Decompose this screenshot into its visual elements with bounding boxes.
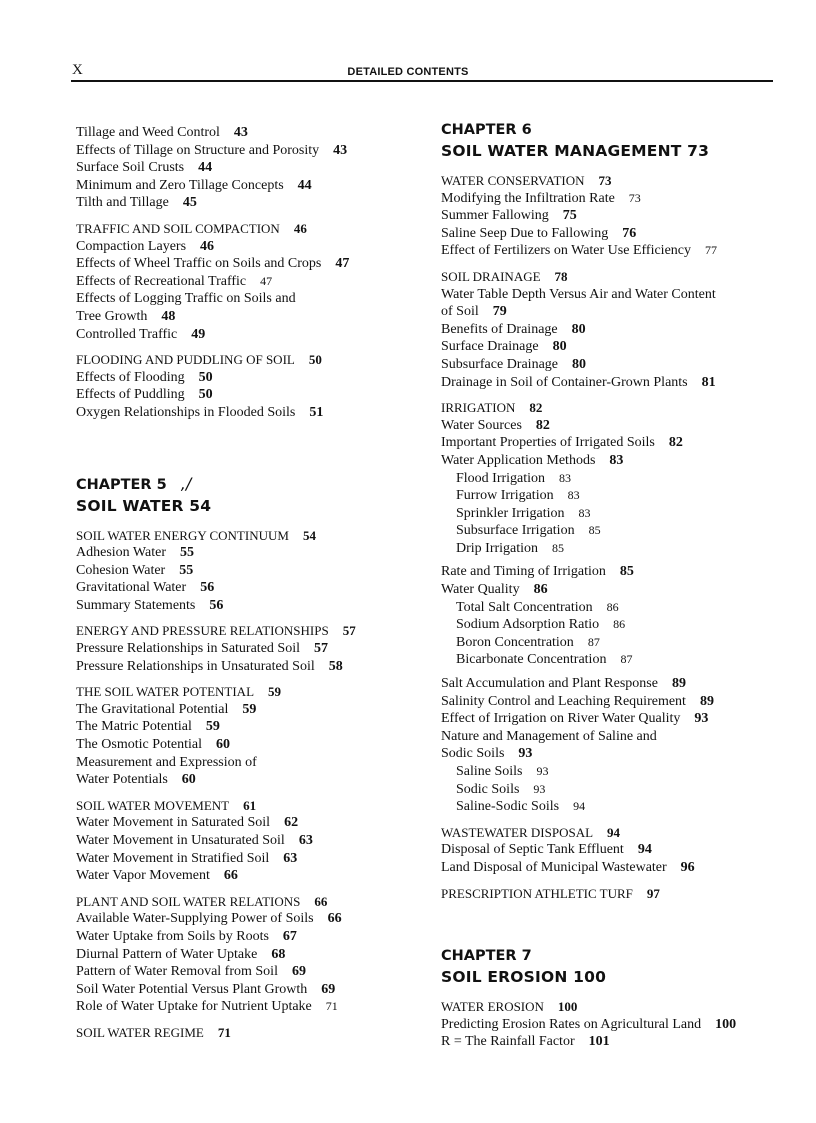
toc-entry-title: Effects of Flooding bbox=[76, 369, 185, 385]
toc-entry-title: Important Properties of Irrigated Soils bbox=[441, 435, 655, 451]
toc-entry-title: Furrow Irrigation bbox=[456, 488, 554, 504]
toc-entry bbox=[441, 651, 781, 669]
toc-entry-title: SOIL WATER MOVEMENT bbox=[76, 797, 230, 813]
toc-entry bbox=[76, 981, 406, 999]
toc-entry-title: Controlled Traffic bbox=[76, 326, 178, 342]
toc-entry-title: of Soil bbox=[441, 304, 479, 320]
chapter-number: CHAPTER 6 bbox=[441, 122, 532, 138]
toc-entry bbox=[76, 404, 406, 422]
toc-entry-title: Effects of Logging Traffic on Soils and bbox=[76, 291, 296, 307]
toc-entry-title: Measurement and Expression of bbox=[76, 754, 257, 770]
toc-page-number: 50 bbox=[198, 387, 213, 403]
toc-page-number: 86 bbox=[533, 582, 548, 598]
page-number: X bbox=[72, 62, 83, 78]
toc-entry bbox=[441, 470, 781, 488]
toc-page-number: 50 bbox=[198, 369, 213, 385]
toc-page-number: 86 bbox=[613, 617, 626, 632]
toc-page-number: 79 bbox=[492, 304, 507, 320]
toc-entry bbox=[76, 867, 406, 885]
toc-entry-title: Water Quality bbox=[441, 582, 520, 598]
toc-entry-title: SOIL WATER REGIME bbox=[76, 1024, 204, 1040]
toc-entry bbox=[76, 124, 406, 142]
toc-page-number: 59 bbox=[205, 719, 220, 735]
chapter-title: SOIL WATER MANAGEMENT 73 bbox=[441, 142, 710, 160]
toc-entry-title: Water Application Methods bbox=[441, 452, 596, 468]
toc-entry bbox=[441, 599, 781, 617]
toc-entry bbox=[441, 417, 781, 435]
toc-page-number: 82 bbox=[529, 400, 543, 416]
chapter-number: CHAPTER 7 bbox=[441, 948, 532, 965]
toc-entry bbox=[441, 859, 781, 877]
chapter-7-heading bbox=[441, 946, 781, 988]
toc-entry-title: Minimum and Zero Tillage Concepts bbox=[76, 177, 284, 193]
toc-page-number: 85 bbox=[588, 523, 601, 538]
toc-entry bbox=[441, 710, 781, 728]
toc-entry-title: Summary Statements bbox=[76, 597, 196, 613]
toc-entry-title: Role of Water Uptake for Nutrient Uptake bbox=[76, 999, 312, 1015]
toc-entry-title: Effects of Puddling bbox=[76, 387, 185, 403]
toc-page-number: 83 bbox=[578, 505, 591, 520]
toc-page-number: 73 bbox=[628, 190, 641, 205]
toc-entry-title: Water Movement in Saturated Soil bbox=[76, 815, 271, 831]
toc-page-number: 87 bbox=[587, 634, 600, 649]
toc-entry-title: Saline Seep Due to Fallowing bbox=[441, 225, 609, 241]
toc-entry-title: THE SOIL WATER POTENTIAL bbox=[76, 684, 255, 700]
toc-page-number: 75 bbox=[562, 208, 577, 224]
toc-entry-title: Saline Soils bbox=[456, 764, 523, 779]
toc-page-number: 56 bbox=[200, 580, 215, 596]
toc-entry-title: Water Movement in Stratified Soil bbox=[76, 850, 270, 866]
toc-entry-title: Bicarbonate Concentration bbox=[456, 652, 607, 668]
toc-entry-title: Drip Irrigation bbox=[456, 540, 539, 556]
header-rule bbox=[71, 80, 773, 82]
toc-entry-title: Water Uptake from Soils by Roots bbox=[76, 928, 269, 944]
toc-entry-title: Rate and Timing of Irrigation bbox=[441, 564, 606, 580]
toc-entry bbox=[441, 728, 781, 746]
toc-section-heading bbox=[76, 527, 406, 545]
toc-entry bbox=[441, 1033, 781, 1051]
toc-entry-title: The Matric Potential bbox=[76, 719, 192, 735]
toc-page-number: 63 bbox=[283, 850, 298, 866]
toc-page-number: 81 bbox=[701, 374, 716, 390]
toc-entry-title: Boron Concentration bbox=[456, 634, 574, 650]
toc-entry-title: IRRIGATION bbox=[441, 400, 516, 416]
toc-entry-title: Sodic Soils bbox=[456, 781, 520, 797]
toc-entry bbox=[441, 563, 781, 581]
toc-entry-title: Drainage in Soil of Container-Grown Plants bbox=[441, 374, 688, 390]
toc-entry bbox=[76, 963, 406, 981]
toc-entry bbox=[441, 452, 781, 470]
toc-entry bbox=[76, 718, 406, 736]
toc-entry bbox=[441, 675, 781, 693]
toc-entry bbox=[441, 540, 781, 558]
toc-entry-title: Disposal of Septic Tank Effluent bbox=[441, 842, 624, 858]
toc-page-number: 82 bbox=[668, 435, 683, 451]
toc-entry-title: Land Disposal of Municipal Wastewater bbox=[441, 859, 667, 875]
toc-entry bbox=[76, 544, 406, 562]
toc-page-number: 87 bbox=[620, 652, 633, 667]
toc-entry-title: Effects of Recreational Traffic bbox=[76, 273, 247, 289]
left-column bbox=[76, 124, 406, 1042]
toc-section-heading bbox=[441, 998, 781, 1016]
toc-entry bbox=[76, 255, 406, 273]
toc-section-heading bbox=[441, 399, 781, 417]
toc-entry-title: Surface Soil Crusts bbox=[76, 160, 185, 176]
toc-section-chapter5 bbox=[76, 527, 406, 1042]
toc-entry-title: Subsurface Drainage bbox=[441, 356, 559, 372]
toc-entry-title: Subsurface Irrigation bbox=[456, 523, 575, 539]
toc-page-number: 94 bbox=[573, 799, 586, 814]
toc-entry bbox=[441, 303, 781, 321]
toc-page-number: 80 bbox=[571, 321, 586, 337]
toc-entry-title: Tree Growth bbox=[76, 308, 148, 324]
toc-page-number: 73 bbox=[598, 173, 612, 188]
toc-entry-title: WASTEWATER DISPOSAL bbox=[441, 824, 594, 840]
toc-page-number: 46 bbox=[293, 220, 307, 236]
toc-entry-title: Nature and Management of Saline and bbox=[441, 728, 657, 744]
toc-entry bbox=[76, 562, 406, 580]
toc-entry bbox=[76, 754, 406, 772]
toc-section-heading bbox=[441, 824, 781, 842]
toc-page-number: 44 bbox=[198, 160, 213, 176]
toc-entry-title: Effects of Tillage on Structure and Porosity bbox=[76, 142, 320, 158]
toc-entry bbox=[76, 386, 406, 404]
toc-page-number: 85 bbox=[619, 564, 634, 580]
toc-entry-title: Predicting Erosion Rates on Agricultural Land bbox=[441, 1016, 702, 1032]
toc-entry-title: Salt Accumulation and Plant Response bbox=[441, 676, 658, 692]
toc-entry bbox=[76, 238, 406, 256]
toc-page-number: 45 bbox=[182, 195, 197, 211]
toc-page-number: 44 bbox=[297, 177, 312, 193]
toc-entry-title: Modifying the Infiltration Rate bbox=[441, 190, 615, 206]
toc-page-number: 69 bbox=[291, 964, 306, 980]
toc-entry bbox=[441, 781, 781, 799]
toc-entry bbox=[76, 159, 406, 177]
toc-page-number: 59 bbox=[268, 684, 282, 700]
toc-page-number: 68 bbox=[271, 946, 286, 962]
toc-entry bbox=[441, 374, 781, 392]
toc-page-number: 51 bbox=[309, 404, 324, 420]
right-column bbox=[441, 120, 781, 1051]
toc-page-number: 66 bbox=[327, 911, 342, 927]
toc-section-heading bbox=[441, 268, 781, 286]
toc-entry bbox=[76, 946, 406, 964]
toc-page-number: 43 bbox=[333, 142, 348, 158]
toc-entry-title: The Osmotic Potential bbox=[76, 737, 202, 753]
toc-entry bbox=[441, 841, 781, 859]
chapter-5-heading bbox=[76, 474, 406, 517]
toc-page-number: 93 bbox=[536, 764, 549, 778]
toc-page-number: 94 bbox=[637, 842, 652, 858]
toc-entry-title: Water Movement in Unsaturated Soil bbox=[76, 833, 285, 848]
toc-page-number: 63 bbox=[298, 833, 313, 848]
toc-page-number: 69 bbox=[321, 981, 336, 997]
toc-section-chapter7 bbox=[441, 998, 781, 1051]
toc-page-number: 80 bbox=[572, 356, 587, 372]
toc-entry bbox=[441, 581, 781, 599]
toc-page-number: 77 bbox=[705, 243, 717, 258]
toc-page-number: 82 bbox=[535, 417, 550, 433]
toc-entry-title: Water Table Depth Versus Air and Water Content bbox=[441, 286, 716, 302]
toc-page-number: 58 bbox=[328, 658, 343, 674]
toc-entry bbox=[441, 207, 781, 225]
toc-page-number: 80 bbox=[552, 339, 567, 355]
toc-entry bbox=[76, 640, 406, 658]
toc-page-number: 97 bbox=[646, 885, 660, 901]
toc-entry bbox=[76, 771, 406, 789]
toc-entry-title: The Gravitational Potential bbox=[76, 701, 229, 717]
toc-page-number: 61 bbox=[243, 797, 257, 813]
toc-page-number: 50 bbox=[308, 352, 322, 368]
toc-entry bbox=[76, 850, 406, 868]
toc-entry-title: PLANT AND SOIL WATER RELATIONS bbox=[76, 893, 301, 909]
toc-entry bbox=[76, 273, 406, 291]
toc-entry bbox=[76, 910, 406, 928]
toc-entry bbox=[76, 177, 406, 195]
chapter-title: SOIL WATER 54 bbox=[76, 496, 212, 515]
toc-entry-title: Pressure Relationships in Unsaturated Soil bbox=[76, 658, 315, 674]
toc-page-number: 54 bbox=[302, 527, 316, 543]
toc-page-number: 89 bbox=[699, 693, 714, 709]
toc-page-number: 93 bbox=[518, 746, 533, 762]
toc-entry bbox=[441, 522, 781, 540]
toc-entry-title: Effects of Wheel Traffic on Soils and Crops bbox=[76, 256, 322, 272]
toc-entry bbox=[76, 701, 406, 719]
toc-entry bbox=[76, 290, 406, 308]
toc-entry bbox=[76, 369, 406, 387]
toc-entry bbox=[441, 693, 781, 711]
toc-section-heading bbox=[76, 622, 406, 640]
toc-entry-title: FLOODING AND PUDDLING OF SOIL bbox=[76, 352, 295, 368]
toc-entry bbox=[441, 763, 781, 781]
toc-page-number: 78 bbox=[554, 268, 568, 284]
toc-page-number: 94 bbox=[607, 824, 621, 840]
toc-entry-title: WATER EROSION bbox=[441, 999, 544, 1015]
toc-section-chapter4-continued bbox=[76, 124, 406, 422]
toc-entry-title: Available Water-Supplying Power of Soils bbox=[76, 911, 314, 927]
toc-page-number: 43 bbox=[233, 125, 248, 140]
toc-page-number: 49 bbox=[191, 326, 206, 342]
toc-entry bbox=[441, 225, 781, 243]
toc-entry bbox=[441, 434, 781, 452]
toc-entry bbox=[76, 928, 406, 946]
toc-section-heading bbox=[441, 172, 781, 190]
toc-entry bbox=[441, 487, 781, 505]
toc-entry-title: Summer Fallowing bbox=[441, 208, 549, 224]
toc-page-number: 59 bbox=[242, 701, 257, 717]
toc-page-number: 47 bbox=[260, 273, 273, 288]
toc-entry bbox=[76, 658, 406, 676]
toc-entry bbox=[76, 998, 406, 1016]
toc-page-number: 83 bbox=[559, 470, 572, 485]
toc-page-number: 60 bbox=[215, 737, 230, 753]
toc-entry-title: Diurnal Pattern of Water Uptake bbox=[76, 946, 258, 962]
toc-section-heading bbox=[76, 797, 406, 815]
toc-section-heading bbox=[76, 220, 406, 238]
toc-page-number: 55 bbox=[179, 562, 194, 578]
toc-entry-title: SOIL DRAINAGE bbox=[441, 268, 541, 284]
toc-entry-title: Tilth and Tillage bbox=[76, 195, 169, 211]
toc-page-number: 62 bbox=[284, 815, 299, 831]
toc-entry-title: TRAFFIC AND SOIL COMPACTION bbox=[76, 220, 280, 236]
toc-page-number: 76 bbox=[622, 225, 637, 241]
toc-page-number: 89 bbox=[671, 676, 686, 692]
toc-entry bbox=[76, 326, 406, 344]
toc-entry bbox=[441, 798, 781, 816]
chapter-6-heading bbox=[441, 120, 781, 162]
toc-section-heading bbox=[76, 683, 406, 701]
toc-section-heading bbox=[76, 893, 406, 911]
toc-page-number: 93 bbox=[533, 781, 546, 796]
toc-page-number: 100 bbox=[557, 999, 578, 1015]
toc-entry bbox=[441, 1016, 781, 1034]
toc-entry bbox=[441, 745, 781, 763]
toc-page-number: 83 bbox=[567, 488, 580, 503]
toc-page-number: 57 bbox=[313, 641, 328, 657]
toc-page-number: 71 bbox=[217, 1024, 231, 1040]
running-head: DETAILED CONTENTS bbox=[347, 66, 469, 78]
toc-entry-title: Soil Water Potential Versus Plant Growth bbox=[76, 981, 308, 997]
toc-entry bbox=[76, 308, 406, 326]
toc-entry bbox=[441, 321, 781, 339]
toc-entry bbox=[441, 242, 781, 260]
toc-page-number: 85 bbox=[552, 540, 565, 555]
toc-entry-title: Salinity Control and Leaching Requirement bbox=[441, 693, 686, 709]
toc-entry bbox=[441, 190, 781, 208]
toc-section-heading bbox=[76, 1024, 406, 1042]
toc-page-number: 101 bbox=[588, 1034, 610, 1050]
toc-page-number: 46 bbox=[200, 238, 215, 254]
toc-page-number: 83 bbox=[609, 452, 624, 468]
toc-entry-title: Adhesion Water bbox=[76, 545, 166, 561]
chapter-title: SOIL EROSION 100 bbox=[441, 968, 607, 987]
handwritten-mark: ,/ bbox=[180, 473, 192, 493]
toc-entry bbox=[441, 616, 781, 634]
toc-section-heading bbox=[76, 351, 406, 369]
toc-entry-title: Pattern of Water Removal from Soil bbox=[76, 964, 278, 980]
toc-entry-title: Compaction Layers bbox=[76, 238, 187, 254]
toc-entry-title: Sodium Adsorption Ratio bbox=[456, 617, 600, 633]
toc-page-number: 67 bbox=[282, 928, 297, 944]
toc-entry-title: Saline-Sodic Soils bbox=[456, 799, 560, 815]
toc-section-heading bbox=[441, 885, 781, 903]
toc-entry-title: Benefits of Drainage bbox=[441, 321, 558, 337]
toc-entry-title: Water Vapor Movement bbox=[76, 868, 210, 884]
toc-entry-title: PRESCRIPTION ATHLETIC TURF bbox=[441, 885, 633, 901]
toc-entry-title: Sprinkler Irrigation bbox=[456, 505, 565, 521]
toc-page-number: 93 bbox=[694, 711, 709, 727]
toc-entry bbox=[76, 736, 406, 754]
toc-entry bbox=[441, 338, 781, 356]
toc-page-number: 48 bbox=[161, 308, 176, 324]
toc-entry-title: WATER CONSERVATION bbox=[441, 173, 585, 188]
toc-page-number: 71 bbox=[325, 999, 338, 1014]
toc-entry-title: Sodic Soils bbox=[441, 746, 505, 762]
toc-entry-title: R = The Rainfall Factor bbox=[441, 1034, 575, 1050]
toc-page-number: 56 bbox=[209, 597, 224, 613]
chapter-number: CHAPTER 5 bbox=[76, 476, 167, 493]
toc-entry bbox=[76, 814, 406, 832]
toc-entry bbox=[76, 194, 406, 212]
toc-entry bbox=[76, 142, 406, 160]
toc-entry bbox=[76, 832, 406, 850]
toc-page-number: 66 bbox=[223, 868, 238, 884]
toc-entry-title: Effect of Irrigation on River Water Quality bbox=[441, 711, 681, 727]
toc-section-chapter6 bbox=[441, 172, 781, 902]
toc-entry bbox=[441, 286, 781, 304]
toc-entry bbox=[76, 597, 406, 615]
toc-page-number: 55 bbox=[179, 545, 194, 561]
toc-entry-title: SOIL WATER ENERGY CONTINUUM bbox=[76, 527, 289, 543]
toc-page-number: 100 bbox=[715, 1016, 737, 1032]
toc-page-number: 86 bbox=[606, 599, 619, 614]
toc-entry-title: Effect of Fertilizers on Water Use Efficiency bbox=[441, 243, 691, 259]
toc-entry-title: Tillage and Weed Control bbox=[76, 125, 220, 140]
toc-entry-title: Total Salt Concentration bbox=[456, 599, 593, 615]
toc-entry-title: ENERGY AND PRESSURE RELATIONSHIPS bbox=[76, 623, 329, 639]
toc-entry-title: Surface Drainage bbox=[441, 339, 539, 355]
toc-entry-title: Pressure Relationships in Saturated Soil bbox=[76, 641, 300, 657]
toc-page-number: 60 bbox=[181, 772, 196, 788]
toc-entry-title: Gravitational Water bbox=[76, 580, 187, 596]
toc-entry-title: Water Potentials bbox=[76, 772, 168, 788]
toc-page-number: 96 bbox=[680, 859, 695, 875]
toc-page-number: 47 bbox=[335, 256, 350, 272]
toc-entry bbox=[76, 579, 406, 597]
toc-entry-title: Oxygen Relationships in Flooded Soils bbox=[76, 404, 296, 420]
toc-entry-title: Cohesion Water bbox=[76, 562, 166, 578]
toc-entry-title: Flood Irrigation bbox=[456, 470, 546, 486]
toc-entry bbox=[441, 634, 781, 652]
toc-page-number: 66 bbox=[314, 893, 328, 909]
toc-entry bbox=[441, 356, 781, 374]
toc-entry bbox=[441, 505, 781, 523]
toc-entry-title: Water Sources bbox=[441, 417, 522, 433]
toc-page-number: 57 bbox=[342, 623, 356, 639]
